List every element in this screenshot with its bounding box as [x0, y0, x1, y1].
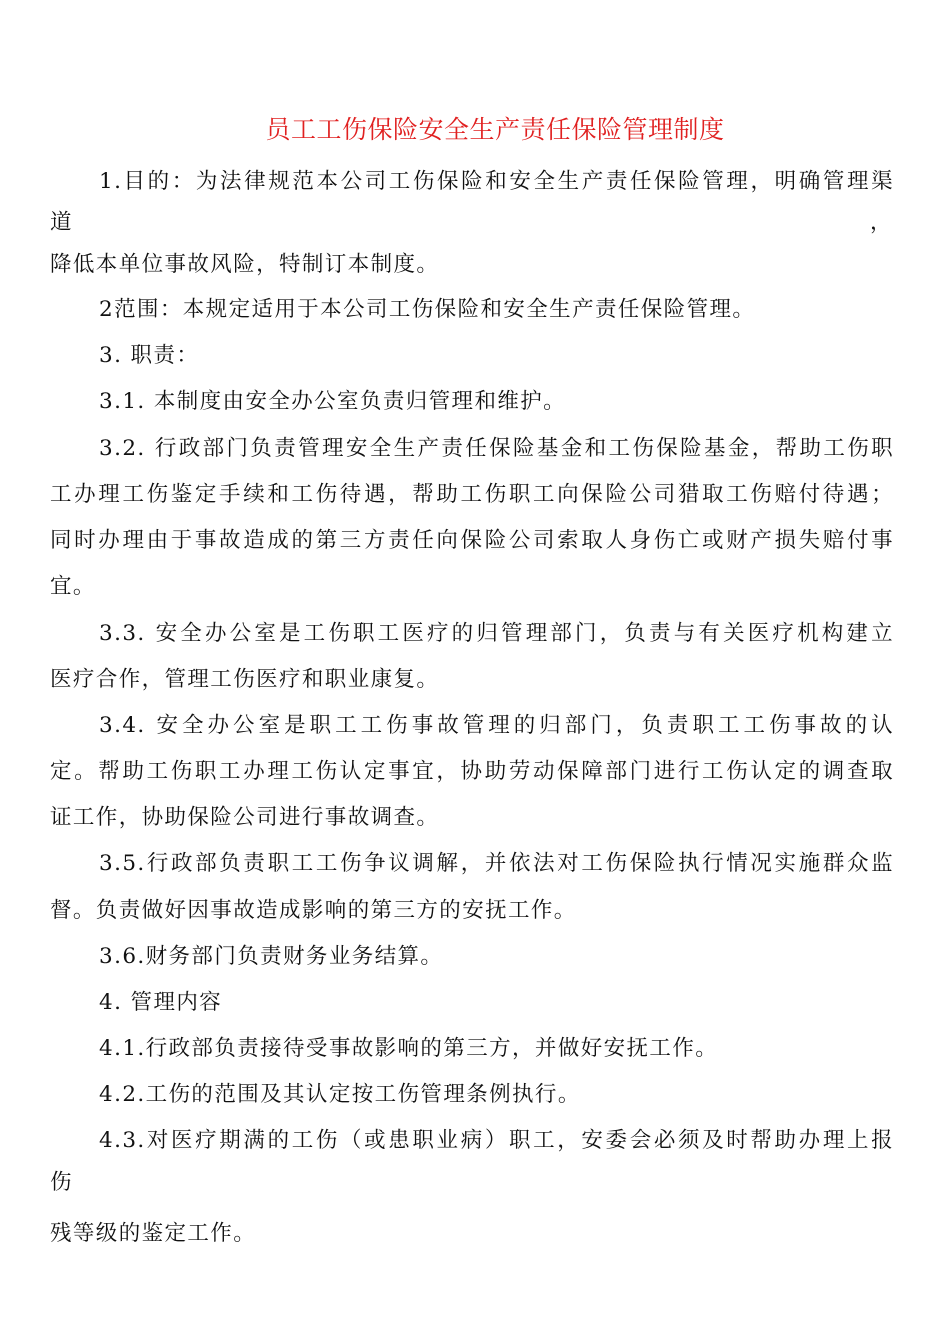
- paragraph-line: 3.4. 安全办公室是职工工伤事故管理的归部门，负责职工工伤事故的认: [99, 713, 894, 738]
- section-heading: 3. 职责：: [99, 343, 200, 368]
- paragraph-line: 4.3.对医疗期满的工伤（或患职业病）职工，安委会必须及时帮助办理上报: [99, 1128, 894, 1153]
- paragraph-line: 4.2.工伤的范围及其认定按工伤管理条例执行。: [99, 1082, 581, 1107]
- paragraph-line: 3.3. 安全办公室是工伤职工医疗的归管理部门，负责与有关医疗机构建立: [99, 621, 894, 646]
- paragraph-line: 3.5.行政部负责职工工伤争议调解，并依法对工伤保险执行情况实施群众监: [99, 851, 894, 876]
- paragraph-line: 1.目的：为法律规范本公司工伤保险和安全生产责任保险管理，明确管理渠: [99, 169, 894, 194]
- paragraph-punctuation: ，: [870, 210, 892, 235]
- paragraph-line: 宜。: [50, 574, 96, 599]
- paragraph-line: 伤: [50, 1170, 73, 1195]
- paragraph-line: 3.2. 行政部门负责管理安全生产责任保险基金和工伤保险基金，帮助工伤职: [99, 436, 894, 461]
- paragraph-line: 2范围：本规定适用于本公司工伤保险和安全生产责任保险管理。: [99, 297, 756, 322]
- paragraph-line: 督。负责做好因事故造成影响的第三方的安抚工作。: [50, 898, 577, 923]
- paragraph-line: 同时办理由于事故造成的第三方责任向保险公司索取人身伤亡或财产损失赔付事: [50, 528, 894, 553]
- paragraph-line: 工办理工伤鉴定手续和工伤待遇，帮助工伤职工向保险公司猎取工伤赔付待遇；: [50, 482, 894, 507]
- paragraph-line: 残等级的鉴定工作。: [50, 1221, 257, 1246]
- paragraph-line: 3.6.财务部门负责财务业务结算。: [99, 944, 444, 969]
- paragraph-line: 4.1.行政部负责接待受事故影响的第三方，并做好安抚工作。: [99, 1036, 719, 1061]
- paragraph-line: 定。帮助工伤职工办理工伤认定事宜，协助劳动保障部门进行工伤认定的调查取: [50, 759, 894, 784]
- document-title: 员工工伤保险安全生产责任保险管理制度: [265, 115, 725, 144]
- paragraph-line: 医疗合作，管理工伤医疗和职业康复。: [50, 667, 440, 692]
- paragraph-line: 道: [50, 210, 73, 235]
- paragraph-line: 证工作，协助保险公司进行事故调查。: [50, 805, 440, 830]
- paragraph-line: 降低本单位事故风险，特制订本制度。: [50, 252, 440, 277]
- section-heading: 4. 管理内容: [99, 990, 223, 1015]
- paragraph-line: 3.1. 本制度由安全办公室负责归管理和维护。: [99, 389, 567, 414]
